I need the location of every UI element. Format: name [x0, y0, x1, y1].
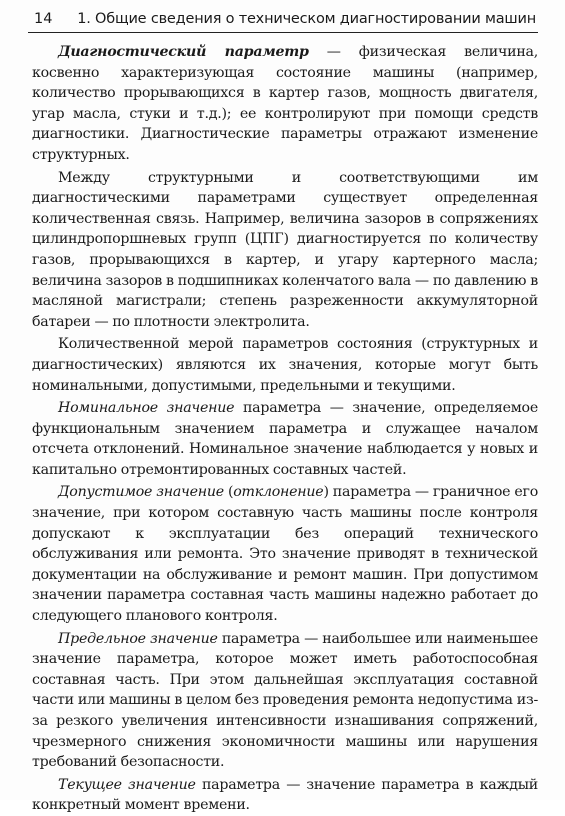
paragraph-text: ) параметра — граничное его значение, при котором составную часть машины после контроля допускают к эксплуатации без операций технического обслуживания или ремонта. Это значение приводят в технической документации на обслуживание и ремонт машин. При допустимом значении параметра составная часть машины надежно работает до следующего планового контроля.: [32, 484, 538, 625]
paragraph-diagnostic-parameter: [32, 42, 538, 166]
body-text: [32, 42, 538, 816]
paragraph-quantitative-measure: [32, 334, 538, 396]
paragraph-text: параметра — значение, определяемое функциональным значением параметра и служащее началом отсчета отклонений. Номинальное значение наблюдается у новых и капитально отремонтированных составных частей.: [32, 400, 538, 478]
paragraph-text: параметра — значение параметра в каждый конкретный момент времени.: [32, 776, 538, 814]
paragraph-text: параметра — наибольшее или наименьшее значение параметра, которое может иметь работоспособная составная часть. При этом дальнейшая эксплуатация составной части или машины в целом без проведения ремонта недопустима из-за резкого увеличения интенсивности изнашивания сопряжений, чрезмерного снижения экономичности машины или нарушения требований безопасности.: [32, 630, 538, 771]
page-number: 14: [34, 11, 53, 27]
paragraph-limit-value: [32, 629, 538, 773]
paragraph-text: Между структурными и соответствующими им диагностическими параметрами существует определенная количественная связь. Например, величина зазоров в сопряжениях цилиндропоршневых групп (ЦПГ) диагностируется по количеству газов, прорывающихся в картер, и угару картерного масла; величина зазоров в подшипниках коленчатого вала — по давлению в масляной магистрали; степень разреженности аккумуляторной батареи — по плотности электролита.: [32, 169, 538, 330]
paragraph-permissible-value: [32, 482, 538, 626]
paragraph-text: — физическая величина, косвенно характеризующая состояние машины (например, количество прорывающихся в картер газов, мощность двигателя, угар масла, стуки и т.д.); ее контролируют при помощи средств диагностики. Диагностические параметры отражают изменение структурных.: [32, 44, 538, 163]
term-diagnostic-parameter: Диагностический параметр: [58, 44, 309, 60]
paragraph-structural-relation: [32, 168, 538, 333]
term-nominal-value: Номинальное значение: [58, 400, 235, 417]
term-current-value: Текущее значение: [58, 776, 196, 793]
paragraph-current-value: [32, 775, 538, 816]
paragraph-text: Количественной мерой параметров состояния (структурных и диагностических) являются их значения, которые могут быть номинальными, допустимыми, предельными и текущими.: [32, 336, 538, 394]
paragraph-nominal-value: [32, 398, 538, 480]
term-limit-value: Предельное значение: [58, 630, 218, 647]
term-permissible-value: Допустимое значение: [58, 484, 224, 501]
term-deviation: отклонение: [233, 484, 324, 501]
term-paren-open: (: [223, 484, 234, 501]
running-title: 1. Общие сведения о техническом диагностировании машин: [77, 11, 536, 27]
page-header: [28, 8, 538, 33]
